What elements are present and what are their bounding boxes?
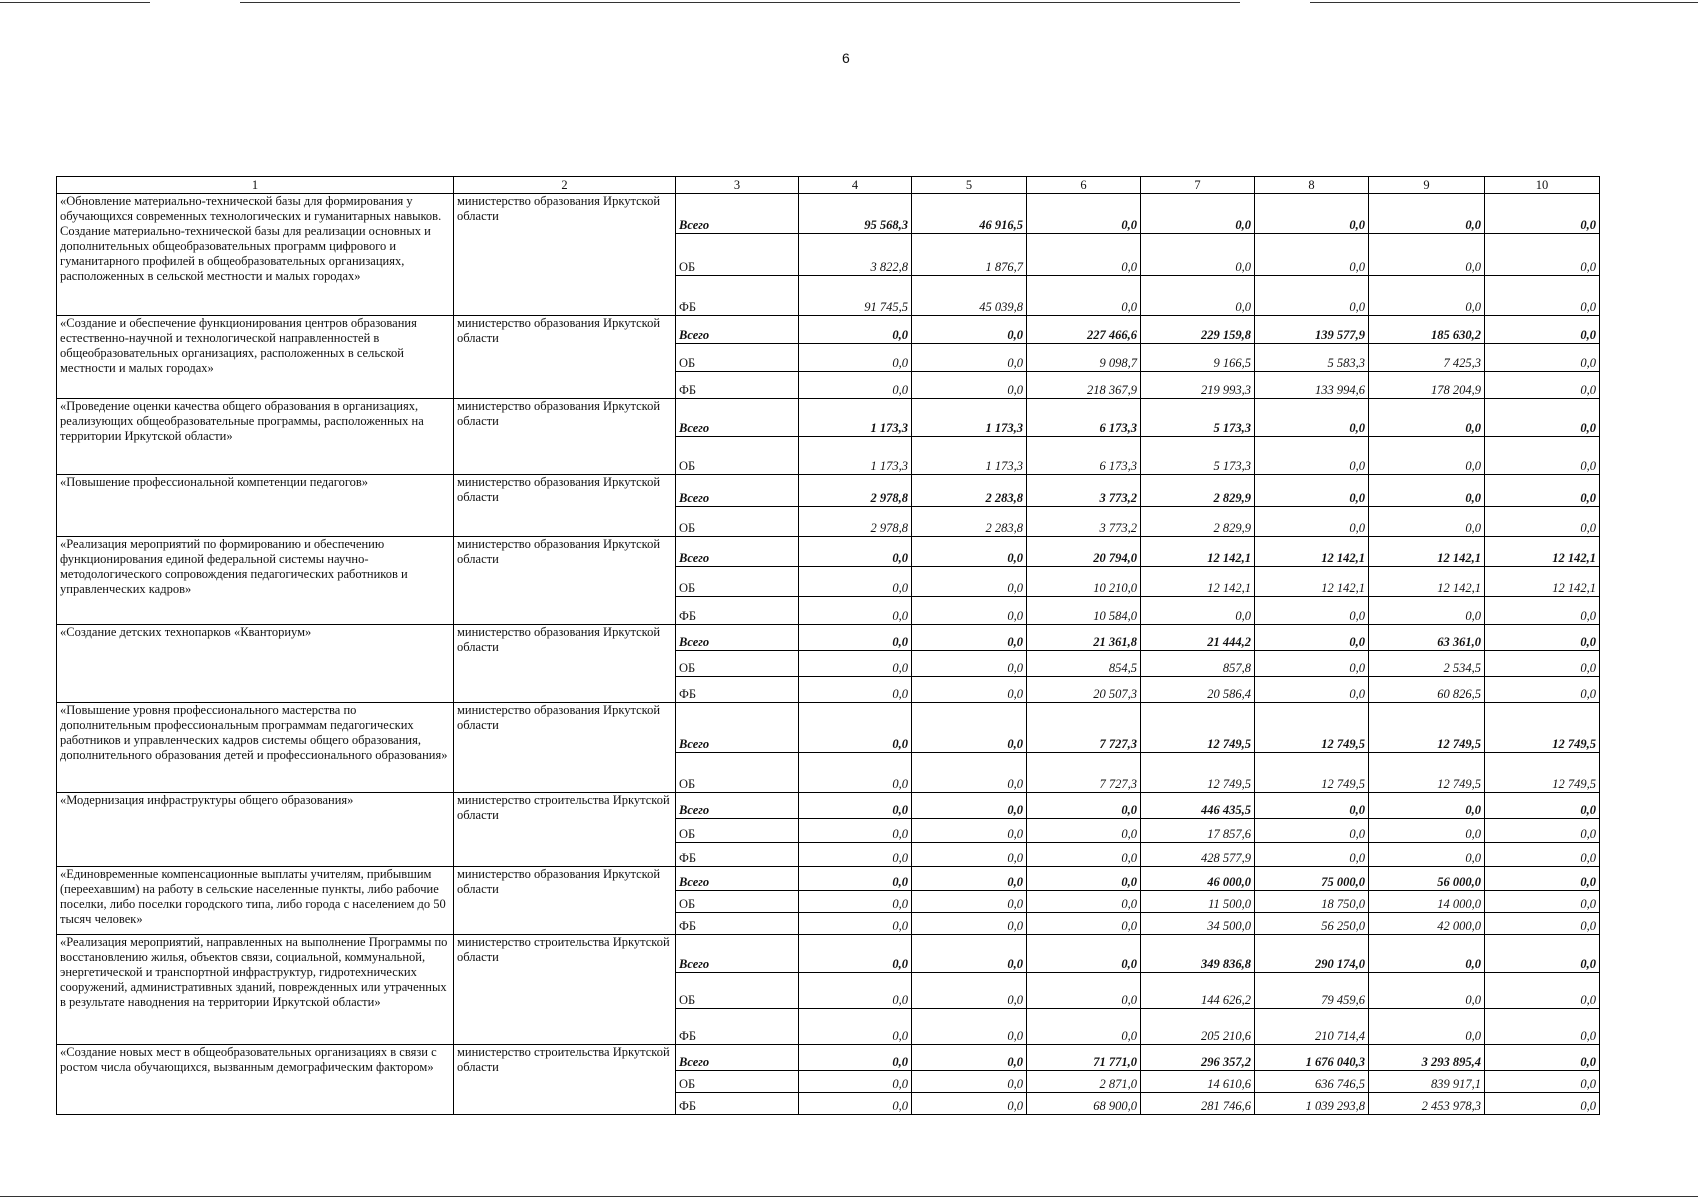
amount-cell: 0,0 — [1255, 597, 1369, 625]
executor-cell: министерство образования Иркутской области — [454, 475, 676, 537]
table-row — [57, 537, 1600, 567]
amount-cell: 0,0 — [799, 316, 912, 344]
amount-cell: 218 367,9 — [1027, 372, 1141, 399]
activity-name: «Повышение уровня профессионального мастерства по дополнительным профессиональным программам педагогических работников и управленческих кадров системы общего образования, дополнительного образования детей и профессионального образования» — [57, 703, 454, 793]
amount-cell: 12 749,5 — [1141, 703, 1255, 753]
amount-cell: 7 425,3 — [1369, 344, 1485, 372]
funding-source: ОБ — [676, 1071, 799, 1093]
amount-cell: 0,0 — [799, 1071, 912, 1093]
amount-cell: 60 826,5 — [1369, 677, 1485, 703]
amount-cell: 0,0 — [799, 935, 912, 973]
amount-cell: 0,0 — [912, 1071, 1027, 1093]
amount-cell: 0,0 — [912, 973, 1027, 1009]
amount-cell: 0,0 — [1255, 475, 1369, 507]
executor-cell: министерство строительства Иркутской области — [454, 793, 676, 867]
funding-source: Всего — [676, 399, 799, 437]
header-row — [57, 177, 1600, 194]
funding-source: Всего — [676, 475, 799, 507]
executor-cell: министерство образования Иркутской области — [454, 194, 676, 316]
amount-cell: 79 459,6 — [1255, 973, 1369, 1009]
funding-source: ОБ — [676, 973, 799, 1009]
column-header: 3 — [676, 177, 799, 194]
amount-cell: 0,0 — [1369, 194, 1485, 234]
amount-cell: 349 836,8 — [1141, 935, 1255, 973]
amount-cell: 0,0 — [1485, 891, 1600, 913]
amount-cell: 0,0 — [1255, 276, 1369, 316]
amount-cell: 0,0 — [1255, 677, 1369, 703]
amount-cell: 0,0 — [1485, 1071, 1600, 1093]
amount-cell: 0,0 — [912, 819, 1027, 843]
amount-cell: 839 917,1 — [1369, 1071, 1485, 1093]
executor-cell: министерство образования Иркутской области — [454, 537, 676, 625]
amount-cell: 0,0 — [1255, 437, 1369, 475]
amount-cell: 3 293 895,4 — [1369, 1045, 1485, 1071]
amount-cell: 12 142,1 — [1141, 567, 1255, 597]
amount-cell: 12 142,1 — [1255, 567, 1369, 597]
amount-cell: 178 204,9 — [1369, 372, 1485, 399]
amount-cell: 2 829,9 — [1141, 507, 1255, 537]
executor-cell: министерство образования Иркутской области — [454, 625, 676, 703]
amount-cell: 1 039 293,8 — [1255, 1093, 1369, 1115]
funding-source: ФБ — [676, 372, 799, 399]
funding-source: Всего — [676, 867, 799, 891]
amount-cell: 139 577,9 — [1255, 316, 1369, 344]
amount-cell: 56 250,0 — [1255, 913, 1369, 935]
amount-cell: 0,0 — [799, 372, 912, 399]
amount-cell: 0,0 — [912, 651, 1027, 677]
amount-cell: 5 173,3 — [1141, 399, 1255, 437]
amount-cell: 46 916,5 — [912, 194, 1027, 234]
amount-cell: 0,0 — [1485, 793, 1600, 819]
amount-cell: 1 876,7 — [912, 234, 1027, 276]
funding-source: ФБ — [676, 597, 799, 625]
amount-cell: 0,0 — [912, 1045, 1027, 1071]
amount-cell: 63 361,0 — [1369, 625, 1485, 651]
funding-source: ОБ — [676, 234, 799, 276]
amount-cell: 0,0 — [912, 537, 1027, 567]
amount-cell: 0,0 — [1027, 973, 1141, 1009]
funding-source: Всего — [676, 625, 799, 651]
executor-cell: министерство образования Иркутской области — [454, 703, 676, 793]
amount-cell: 0,0 — [1485, 973, 1600, 1009]
amount-cell: 0,0 — [1141, 234, 1255, 276]
table-row — [57, 1045, 1600, 1071]
amount-cell: 2 283,8 — [912, 507, 1027, 537]
amount-cell: 0,0 — [1485, 437, 1600, 475]
amount-cell: 0,0 — [1141, 276, 1255, 316]
activity-name: «Реализация мероприятий по формированию и обеспечению функционирования единой федеральной системы научно-методологического сопровождения педагогических работников и управленческих кадров» — [57, 537, 454, 625]
amount-cell: 3 773,2 — [1027, 475, 1141, 507]
executor-cell: министерство образования Иркутской области — [454, 399, 676, 475]
amount-cell: 0,0 — [1485, 316, 1600, 344]
amount-cell: 0,0 — [1027, 793, 1141, 819]
amount-cell: 12 749,5 — [1485, 703, 1600, 753]
amount-cell: 0,0 — [1141, 597, 1255, 625]
amount-cell: 0,0 — [1369, 973, 1485, 1009]
amount-cell: 0,0 — [1485, 843, 1600, 867]
amount-cell: 0,0 — [799, 913, 912, 935]
amount-cell: 75 000,0 — [1255, 867, 1369, 891]
column-header: 7 — [1141, 177, 1255, 194]
amount-cell: 185 630,2 — [1369, 316, 1485, 344]
funding-source: Всего — [676, 316, 799, 344]
amount-cell: 11 500,0 — [1141, 891, 1255, 913]
amount-cell: 0,0 — [1255, 234, 1369, 276]
funding-source: ФБ — [676, 913, 799, 935]
amount-cell: 18 750,0 — [1255, 891, 1369, 913]
funding-source: Всего — [676, 703, 799, 753]
amount-cell: 0,0 — [1255, 843, 1369, 867]
funding-source: ФБ — [676, 1009, 799, 1045]
amount-cell: 12 142,1 — [1369, 537, 1485, 567]
funding-source: Всего — [676, 194, 799, 234]
amount-cell: 2 283,8 — [912, 475, 1027, 507]
amount-cell: 0,0 — [799, 597, 912, 625]
activity-name: «Обновление материально-технической базы для формирования у обучающихся современных технологических и гуманитарных навыков. Создание материально-технической базы для реализации основных и дополнительных общеобразовательных программ цифрового и гуманитарного профилей в общеобразовательных организациях, расположенных в сельской местности и малых городах» — [57, 194, 454, 316]
amount-cell: 0,0 — [1485, 935, 1600, 973]
activity-name: «Единовременные компенсационные выплаты учителям, прибывшим (переехавшим) на работу в сельские населенные пункты, либо рабочие поселки, либо поселки городского типа, либо города с населением до 50 тысяч человек» — [57, 867, 454, 935]
amount-cell: 0,0 — [1485, 819, 1600, 843]
amount-cell: 2 871,0 — [1027, 1071, 1141, 1093]
amount-cell: 5 173,3 — [1141, 437, 1255, 475]
amount-cell: 0,0 — [1485, 372, 1600, 399]
activity-name: «Реализация мероприятий, направленных на выполнение Программы по восстановлению жилья, объектов связи, социальной, коммунальной, энергетической и транспортной инфраструктур, гидротехнических сооружений, административных зданий, поврежденных или утраченных в результате наводнения на территории Иркутской области» — [57, 935, 454, 1045]
amount-cell: 12 749,5 — [1141, 753, 1255, 793]
funding-source: ФБ — [676, 677, 799, 703]
amount-cell: 296 357,2 — [1141, 1045, 1255, 1071]
amount-cell: 0,0 — [1369, 793, 1485, 819]
amount-cell: 12 142,1 — [1485, 537, 1600, 567]
amount-cell: 12 142,1 — [1141, 537, 1255, 567]
scan-edge-line — [1310, 2, 1698, 3]
amount-cell: 0,0 — [1485, 507, 1600, 537]
amount-cell: 0,0 — [799, 344, 912, 372]
executor-cell: министерство образования Иркутской области — [454, 867, 676, 935]
amount-cell: 0,0 — [1485, 625, 1600, 651]
amount-cell: 0,0 — [1255, 507, 1369, 537]
column-header: 4 — [799, 177, 912, 194]
amount-cell: 12 142,1 — [1255, 537, 1369, 567]
amount-cell: 12 749,5 — [1255, 703, 1369, 753]
funding-source: ОБ — [676, 437, 799, 475]
amount-cell: 6 173,3 — [1027, 437, 1141, 475]
amount-cell: 10 210,0 — [1027, 567, 1141, 597]
activity-name: «Создание новых мест в общеобразовательных организациях в связи с ростом числа обучающихся, вызванным демографическим фактором» — [57, 1045, 454, 1115]
amount-cell: 0,0 — [799, 843, 912, 867]
amount-cell: 20 586,4 — [1141, 677, 1255, 703]
funding-source: Всего — [676, 793, 799, 819]
amount-cell: 0,0 — [912, 677, 1027, 703]
amount-cell: 144 626,2 — [1141, 973, 1255, 1009]
funding-source: ОБ — [676, 507, 799, 537]
amount-cell: 0,0 — [1369, 819, 1485, 843]
funding-source: ФБ — [676, 1093, 799, 1115]
column-header: 10 — [1485, 177, 1600, 194]
table-row — [57, 793, 1600, 819]
amount-cell: 0,0 — [799, 567, 912, 597]
amount-cell: 12 749,5 — [1369, 753, 1485, 793]
amount-cell: 0,0 — [1027, 935, 1141, 973]
amount-cell: 0,0 — [1485, 651, 1600, 677]
amount-cell: 12 749,5 — [1485, 753, 1600, 793]
amount-cell: 0,0 — [1485, 276, 1600, 316]
executor-cell: министерство строительства Иркутской области — [454, 1045, 676, 1115]
column-header: 8 — [1255, 177, 1369, 194]
amount-cell: 0,0 — [1485, 677, 1600, 703]
amount-cell: 17 857,6 — [1141, 819, 1255, 843]
amount-cell: 0,0 — [1485, 344, 1600, 372]
amount-cell: 0,0 — [912, 891, 1027, 913]
amount-cell: 2 829,9 — [1141, 475, 1255, 507]
amount-cell: 12 749,5 — [1255, 753, 1369, 793]
column-header: 6 — [1027, 177, 1141, 194]
amount-cell: 0,0 — [1369, 437, 1485, 475]
amount-cell: 0,0 — [799, 753, 912, 793]
amount-cell: 0,0 — [1485, 234, 1600, 276]
amount-cell: 1 173,3 — [799, 437, 912, 475]
funding-source: Всего — [676, 537, 799, 567]
amount-cell: 0,0 — [1027, 234, 1141, 276]
amount-cell: 0,0 — [1369, 843, 1485, 867]
amount-cell: 0,0 — [912, 843, 1027, 867]
amount-cell: 0,0 — [799, 651, 912, 677]
amount-cell: 0,0 — [1485, 1093, 1600, 1115]
amount-cell: 0,0 — [912, 935, 1027, 973]
amount-cell: 0,0 — [1369, 276, 1485, 316]
amount-cell: 91 745,5 — [799, 276, 912, 316]
amount-cell: 0,0 — [1369, 399, 1485, 437]
funding-source: ОБ — [676, 891, 799, 913]
amount-cell: 0,0 — [799, 677, 912, 703]
column-header: 1 — [57, 177, 454, 194]
amount-cell: 0,0 — [1485, 597, 1600, 625]
amount-cell: 0,0 — [799, 625, 912, 651]
amount-cell: 2 534,5 — [1369, 651, 1485, 677]
amount-cell: 0,0 — [1485, 1045, 1600, 1071]
amount-cell: 281 746,6 — [1141, 1093, 1255, 1115]
amount-cell: 0,0 — [799, 537, 912, 567]
amount-cell: 0,0 — [1255, 194, 1369, 234]
amount-cell: 0,0 — [1485, 399, 1600, 437]
amount-cell: 0,0 — [912, 753, 1027, 793]
amount-cell: 0,0 — [912, 913, 1027, 935]
table-row — [57, 625, 1600, 651]
funding-source: Всего — [676, 935, 799, 973]
amount-cell: 12 749,5 — [1369, 703, 1485, 753]
activity-name: «Модернизация инфраструктуры общего образования» — [57, 793, 454, 867]
amount-cell: 0,0 — [912, 1009, 1027, 1045]
table-row — [57, 935, 1600, 973]
amount-cell: 0,0 — [1255, 793, 1369, 819]
amount-cell: 0,0 — [799, 819, 912, 843]
amount-cell: 0,0 — [1027, 194, 1141, 234]
amount-cell: 1 173,3 — [799, 399, 912, 437]
amount-cell: 0,0 — [1485, 913, 1600, 935]
amount-cell: 46 000,0 — [1141, 867, 1255, 891]
amount-cell: 34 500,0 — [1141, 913, 1255, 935]
amount-cell: 0,0 — [1255, 625, 1369, 651]
amount-cell: 0,0 — [912, 597, 1027, 625]
amount-cell: 14 610,6 — [1141, 1071, 1255, 1093]
activity-name: «Проведение оценки качества общего образования в организациях, реализующих общеобразовательные программы, расположенных на территории Иркутской области» — [57, 399, 454, 475]
funding-source: ОБ — [676, 753, 799, 793]
amount-cell: 0,0 — [1369, 597, 1485, 625]
funding-source: ОБ — [676, 651, 799, 677]
funding-source: ОБ — [676, 567, 799, 597]
amount-cell: 2 453 978,3 — [1369, 1093, 1485, 1115]
amount-cell: 0,0 — [1485, 475, 1600, 507]
amount-cell: 0,0 — [1369, 1009, 1485, 1045]
amount-cell: 1 173,3 — [912, 399, 1027, 437]
amount-cell: 71 771,0 — [1027, 1045, 1141, 1071]
amount-cell: 1 173,3 — [912, 437, 1027, 475]
amount-cell: 0,0 — [912, 867, 1027, 891]
amount-cell: 0,0 — [1027, 276, 1141, 316]
amount-cell: 9 098,7 — [1027, 344, 1141, 372]
amount-cell: 0,0 — [1141, 194, 1255, 234]
amount-cell: 0,0 — [799, 1045, 912, 1071]
amount-cell: 0,0 — [1027, 819, 1141, 843]
amount-cell: 9 166,5 — [1141, 344, 1255, 372]
amount-cell: 20 794,0 — [1027, 537, 1141, 567]
funding-source: ОБ — [676, 344, 799, 372]
amount-cell: 21 361,8 — [1027, 625, 1141, 651]
amount-cell: 68 900,0 — [1027, 1093, 1141, 1115]
amount-cell: 21 444,2 — [1141, 625, 1255, 651]
amount-cell: 20 507,3 — [1027, 677, 1141, 703]
amount-cell: 1 676 040,3 — [1255, 1045, 1369, 1071]
amount-cell: 0,0 — [1485, 194, 1600, 234]
table-row — [57, 867, 1600, 891]
amount-cell: 0,0 — [912, 625, 1027, 651]
activity-name: «Создание и обеспечение функционирования центров образования естественно-научной и технологической направленностей в общеобразовательных организациях, расположенных в сельской местности и малых городах» — [57, 316, 454, 399]
amount-cell: 3 773,2 — [1027, 507, 1141, 537]
column-header: 5 — [912, 177, 1027, 194]
funding-source: ФБ — [676, 843, 799, 867]
table-row — [57, 194, 1600, 234]
amount-cell: 7 727,3 — [1027, 753, 1141, 793]
funding-source: ФБ — [676, 276, 799, 316]
amount-cell: 0,0 — [1369, 935, 1485, 973]
amount-cell: 857,8 — [1141, 651, 1255, 677]
amount-cell: 854,5 — [1027, 651, 1141, 677]
executor-cell: министерство строительства Иркутской области — [454, 935, 676, 1045]
amount-cell: 0,0 — [1027, 891, 1141, 913]
amount-cell: 290 174,0 — [1255, 935, 1369, 973]
amount-cell: 3 822,8 — [799, 234, 912, 276]
amount-cell: 0,0 — [912, 1093, 1027, 1115]
amount-cell: 42 000,0 — [1369, 913, 1485, 935]
amount-cell: 12 142,1 — [1485, 567, 1600, 597]
funding-source: Всего — [676, 1045, 799, 1071]
amount-cell: 95 568,3 — [799, 194, 912, 234]
amount-cell: 0,0 — [912, 316, 1027, 344]
amount-cell: 0,0 — [912, 344, 1027, 372]
amount-cell: 5 583,3 — [1255, 344, 1369, 372]
amount-cell: 0,0 — [912, 567, 1027, 597]
amount-cell: 133 994,6 — [1255, 372, 1369, 399]
executor-cell: министерство образования Иркутской области — [454, 316, 676, 399]
table-row — [57, 316, 1600, 344]
amount-cell: 14 000,0 — [1369, 891, 1485, 913]
amount-cell: 0,0 — [799, 867, 912, 891]
amount-cell: 229 159,8 — [1141, 316, 1255, 344]
amount-cell: 0,0 — [1255, 651, 1369, 677]
activity-name: «Повышение профессиональной компетенции педагогов» — [57, 475, 454, 537]
amount-cell: 0,0 — [912, 793, 1027, 819]
amount-cell: 0,0 — [799, 891, 912, 913]
scan-edge-line — [0, 1196, 1698, 1197]
amount-cell: 0,0 — [1027, 913, 1141, 935]
amount-cell: 45 039,8 — [912, 276, 1027, 316]
amount-cell: 0,0 — [799, 703, 912, 753]
amount-cell: 7 727,3 — [1027, 703, 1141, 753]
table-row — [57, 475, 1600, 507]
amount-cell: 0,0 — [1369, 507, 1485, 537]
amount-cell: 210 714,4 — [1255, 1009, 1369, 1045]
amount-cell: 0,0 — [1369, 475, 1485, 507]
amount-cell: 0,0 — [799, 1009, 912, 1045]
column-header: 9 — [1369, 177, 1485, 194]
amount-cell: 636 746,5 — [1255, 1071, 1369, 1093]
amount-cell: 2 978,8 — [799, 507, 912, 537]
table-row — [57, 703, 1600, 753]
amount-cell: 0,0 — [912, 372, 1027, 399]
funding-source: ОБ — [676, 819, 799, 843]
amount-cell: 0,0 — [1027, 867, 1141, 891]
amount-cell: 0,0 — [799, 973, 912, 1009]
amount-cell: 0,0 — [799, 1093, 912, 1115]
amount-cell: 0,0 — [1255, 819, 1369, 843]
amount-cell: 0,0 — [799, 793, 912, 819]
amount-cell: 2 978,8 — [799, 475, 912, 507]
scan-edge-line — [240, 2, 1240, 3]
amount-cell: 10 584,0 — [1027, 597, 1141, 625]
activity-name: «Создание детских технопарков «Кванториум» — [57, 625, 454, 703]
amount-cell: 0,0 — [1369, 234, 1485, 276]
page-number: 6 — [842, 50, 850, 66]
amount-cell: 0,0 — [1027, 843, 1141, 867]
table-row — [57, 399, 1600, 437]
amount-cell: 205 210,6 — [1141, 1009, 1255, 1045]
amount-cell: 12 142,1 — [1369, 567, 1485, 597]
amount-cell: 0,0 — [1255, 399, 1369, 437]
amount-cell: 0,0 — [1485, 867, 1600, 891]
amount-cell: 56 000,0 — [1369, 867, 1485, 891]
column-header: 2 — [454, 177, 676, 194]
amount-cell: 0,0 — [912, 703, 1027, 753]
amount-cell: 219 993,3 — [1141, 372, 1255, 399]
amount-cell: 6 173,3 — [1027, 399, 1141, 437]
amount-cell: 428 577,9 — [1141, 843, 1255, 867]
amount-cell: 0,0 — [1485, 1009, 1600, 1045]
scan-edge-line — [0, 2, 150, 3]
budget-table — [56, 176, 1600, 1115]
amount-cell: 227 466,6 — [1027, 316, 1141, 344]
amount-cell: 446 435,5 — [1141, 793, 1255, 819]
amount-cell: 0,0 — [1027, 1009, 1141, 1045]
